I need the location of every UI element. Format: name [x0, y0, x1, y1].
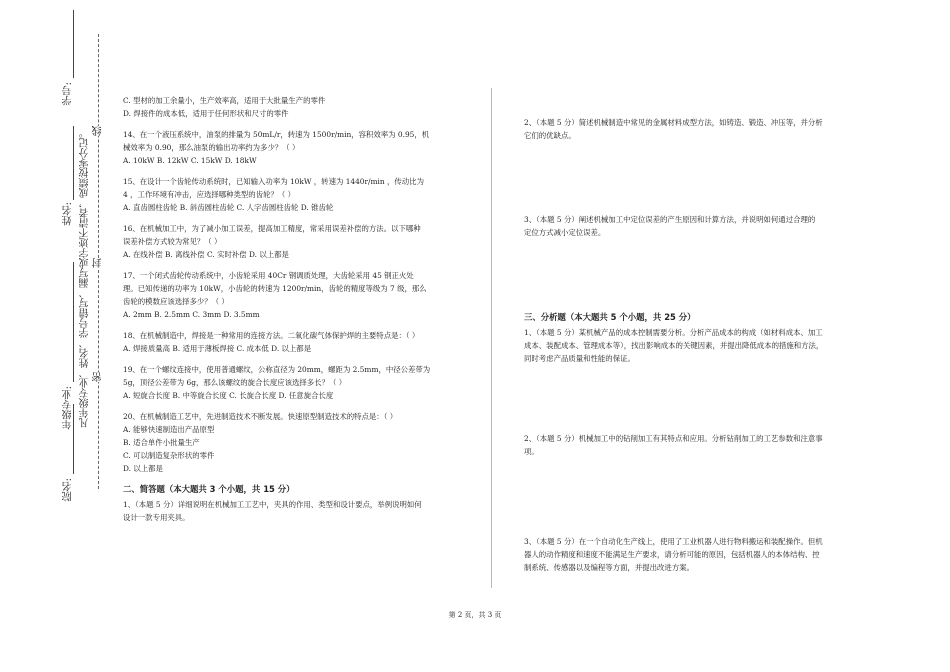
- column-divider: [491, 88, 492, 588]
- question-options: A. 在线补偿 B. 离线补偿 C. 实时补偿 D. 以上都是: [123, 250, 289, 259]
- right-column: [524, 116, 869, 574]
- question-stem: 齿轮的模数应该选择多少？（ ）: [123, 297, 229, 306]
- question-stem: 1、（本题 5 分）某机械产品的成本控制需要分析。分析产品成本的构成（如材料成本、加工: [524, 328, 823, 337]
- question-stem: 1、（本题 5 分）详细说明在机械加工工艺中，夹具的作用、类型和设计要点，举例说明如何: [123, 500, 422, 509]
- question-18: [123, 329, 468, 355]
- question-17: [123, 269, 468, 321]
- question-stem: 2、（本题 5 分）机械加工中的钻削加工有其特点和应用。分析钻削加工的工艺参数和注意事: [524, 434, 823, 443]
- analysis-question-2: [524, 432, 869, 458]
- question-options: A. 直齿圆柱齿轮 B. 斜齿圆柱齿轮 C. 人字齿圆柱齿轮 D. 锥齿轮: [123, 203, 334, 212]
- question-stem: 项。: [524, 447, 539, 456]
- question-stem: 械效率为 0.90，那么油泵的输出功率约为多少？（ ）: [123, 143, 300, 152]
- question-stem: 制系统、传感器以及编程等方面，并提出改进方案。: [524, 563, 694, 572]
- question-15: [123, 175, 468, 214]
- question-option: C. 可以制造复杂形状的零件: [123, 451, 215, 460]
- page-number: 第 2 页，共 3 页: [448, 611, 502, 619]
- question-options: A. 2mm B. 2.5mm C. 3mm D. 3.5mm: [123, 310, 260, 319]
- section-2-title: 二、简答题（本大题共 3 个小题，共 15 分）: [123, 484, 295, 494]
- section-3-title: 三、分析题（本大题共 5 个小题，共 25 分）: [524, 312, 696, 322]
- question-stem: 3、（本题 5 分）阐述机械加工中定位误差的产生原因和计算方法，并说明如何通过合理的: [524, 215, 816, 224]
- question-20: [123, 410, 468, 475]
- question-option: A. 能够快速制造出产品原型: [123, 425, 215, 434]
- question-stem: 理。已知传递的功率为 10kW，小齿轮的转速为 1200r/min，齿轮的精度等级为 7 级，那么: [123, 284, 427, 293]
- option-line: D. 焊接件的成本低，适用于任何形状和尺寸的零件: [123, 109, 289, 118]
- binding-margin: [0, 0, 112, 672]
- analysis-question-3: [524, 535, 869, 574]
- student-id-underline: [73, 10, 74, 78]
- question-16: [123, 222, 468, 261]
- question-option: B. 适合单件小批量生产: [123, 438, 200, 447]
- question-stem: 16、在机械加工中，为了减小加工误差，提高加工精度，常采用误差补偿的方法。以下哪种: [123, 224, 421, 233]
- question-stem: 它们的优缺点。: [524, 131, 576, 140]
- question-stem: 器人的动作精度和速度不能满足生产要求，请分析可能的原因，包括机器人的本体结构、控: [524, 550, 820, 559]
- grade-major-label: 年级专业:: [63, 386, 74, 430]
- question-stem: 同时考虑产品质量和性能的保证。: [524, 354, 635, 363]
- question-stem: 定位方式减小定位误差。: [524, 228, 606, 237]
- option-line: C. 型材的加工余量小，生产效率高，适用于大批量生产的零件: [123, 96, 326, 105]
- seal-mark-xian: 线: [93, 126, 104, 136]
- question-stem: 14、在一个液压系统中，油泵的排量为 50mL/r，转速为 1500r/min，容积效率为 0.95，机: [123, 130, 430, 139]
- question-stem: 20、在机械制造工艺中，先进制造技术不断发展。快速原型制造技术的特点是：（ ）: [123, 412, 398, 421]
- question-stem: 18、在机械制造中，焊接是一种常用的连接方法。二氧化碳气体保护焊的主要特点是：（ ）: [123, 331, 420, 340]
- school-label: 院名:: [63, 478, 74, 502]
- short-answer-question-2: [524, 116, 869, 142]
- question-options: A. 焊接质量高 B. 适用于薄板焊接 C. 成本低 D. 以上都是: [123, 344, 312, 353]
- question-14: [123, 128, 468, 167]
- name-label: 姓名:: [63, 202, 74, 226]
- question-stem: 4 ，工作环境有冲击，应选择哪种类型的齿轮？（ ）: [123, 190, 295, 199]
- question-stem: 成本、装配成本、管理成本等），找出影响成本的关键因素，并提出降低成本的措施和方法，: [524, 341, 824, 350]
- question-stem: 19、在一个螺纹连接中，使用普通螺纹，公称直径为 20mm，螺距为 2.5mm，中径公差带为: [123, 365, 431, 374]
- grade-major-underline: [73, 262, 74, 382]
- seal-mark-feng: 封: [93, 258, 104, 268]
- question-stem: 5g，顶径公差带为 6g，那么该螺纹的旋合长度应该选择多长？（ ）: [123, 378, 347, 387]
- analysis-question-1: [524, 326, 869, 365]
- question-stem: 3、（本题 5 分）在一个自动化生产线上，使用了工业机器人进行物料搬运和装配操作。但机: [524, 537, 823, 546]
- name-underline: [73, 126, 74, 200]
- short-answer-question-1: [123, 498, 468, 524]
- left-column: [123, 94, 468, 524]
- question-13-tail: [123, 94, 468, 120]
- question-options: A. 短旋合长度 B. 中等旋合长度 C. 长旋合长度 D. 任意旋合长度: [123, 391, 334, 400]
- question-19: [123, 363, 468, 402]
- question-stem: 误差补偿方式较为常见？（ ）: [123, 237, 222, 246]
- question-options: A. 10kW B. 12kW C. 15kW D. 18kW: [123, 156, 257, 165]
- seal-mark-mi: 密: [93, 372, 104, 382]
- question-option: D. 以上都是: [123, 464, 163, 473]
- student-id-label: 学号:: [63, 82, 74, 106]
- grading-notice: 凡年级专业、姓名、学号错写、漏写或字迹不清者，成绩按零分记。: [80, 128, 91, 428]
- short-answer-question-3: [524, 213, 869, 239]
- school-underline: [73, 404, 74, 474]
- question-stem: 17、一个闭式齿轮传动系统中，小齿轮采用 40Cr 钢调质处理，大齿轮采用 45 钢正火处: [123, 271, 414, 280]
- question-stem: 设计一款专用夹具。: [123, 513, 190, 522]
- question-stem: 15、在设计一个齿轮传动系统时，已知输入功率为 10kW ，转速为 1440r/min ，传动比为: [123, 177, 424, 186]
- question-stem: 2、（本题 5 分）简述机械制造中常见的金属材料成型方法，如铸造、锻造、冲压等，并分析: [524, 118, 823, 127]
